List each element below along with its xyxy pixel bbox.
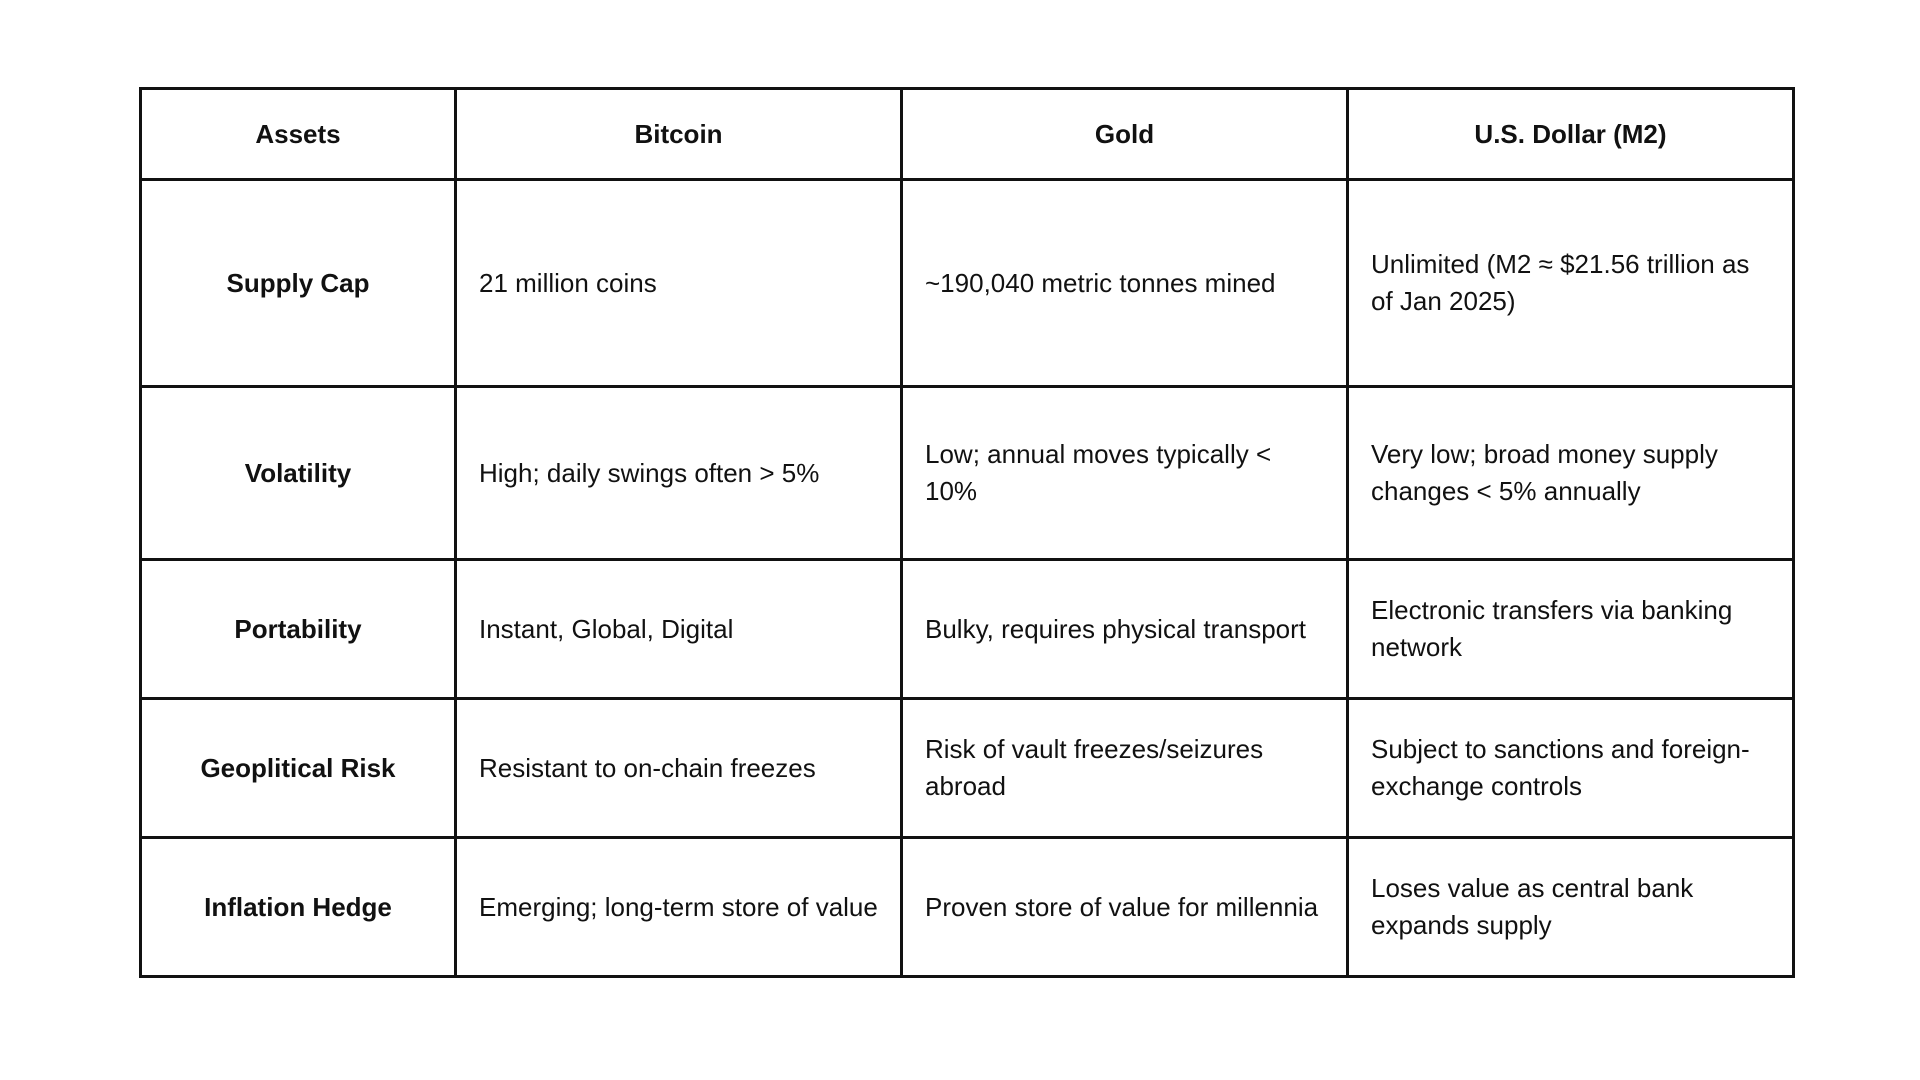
header-gold: Gold [902,89,1348,180]
cell-us-dollar: Very low; broad money supply changes < 5% annually [1348,387,1794,560]
cell-gold: Proven store of value for millennia [902,838,1348,977]
cell-us-dollar: Unlimited (M2 ≈ $21.56 trillion as of Jan 2025) [1348,180,1794,387]
cell-gold: ~190,040 metric tonnes mined [902,180,1348,387]
row-label-supply-cap: Supply Cap [141,180,456,387]
comparison-table-container [139,87,1792,978]
cell-us-dollar: Loses value as central bank expands supply [1348,838,1794,977]
table-row [141,560,1794,699]
header-bitcoin: Bitcoin [456,89,902,180]
cell-us-dollar: Electronic transfers via banking network [1348,560,1794,699]
cell-bitcoin: Emerging; long-term store of value [456,838,902,977]
cell-gold: Low; annual moves typically < 10% [902,387,1348,560]
header-assets: Assets [141,89,456,180]
cell-gold: Risk of vault freezes/seizures abroad [902,699,1348,838]
row-label-inflation-hedge: Inflation Hedge [141,838,456,977]
row-label-geopolitical-risk: Geoplitical Risk [141,699,456,838]
cell-bitcoin: Resistant to on-chain freezes [456,699,902,838]
table-row [141,699,1794,838]
asset-comparison-table [139,87,1795,978]
header-us-dollar: U.S. Dollar (M2) [1348,89,1794,180]
cell-bitcoin: High; daily swings often > 5% [456,387,902,560]
table-row [141,838,1794,977]
cell-bitcoin: 21 million coins [456,180,902,387]
row-label-portability: Portability [141,560,456,699]
row-label-volatility: Volatility [141,387,456,560]
table-row [141,387,1794,560]
table-header-row [141,89,1794,180]
cell-gold: Bulky, requires physical transport [902,560,1348,699]
cell-bitcoin: Instant, Global, Digital [456,560,902,699]
cell-us-dollar: Subject to sanctions and foreign-exchange controls [1348,699,1794,838]
table-row [141,180,1794,387]
